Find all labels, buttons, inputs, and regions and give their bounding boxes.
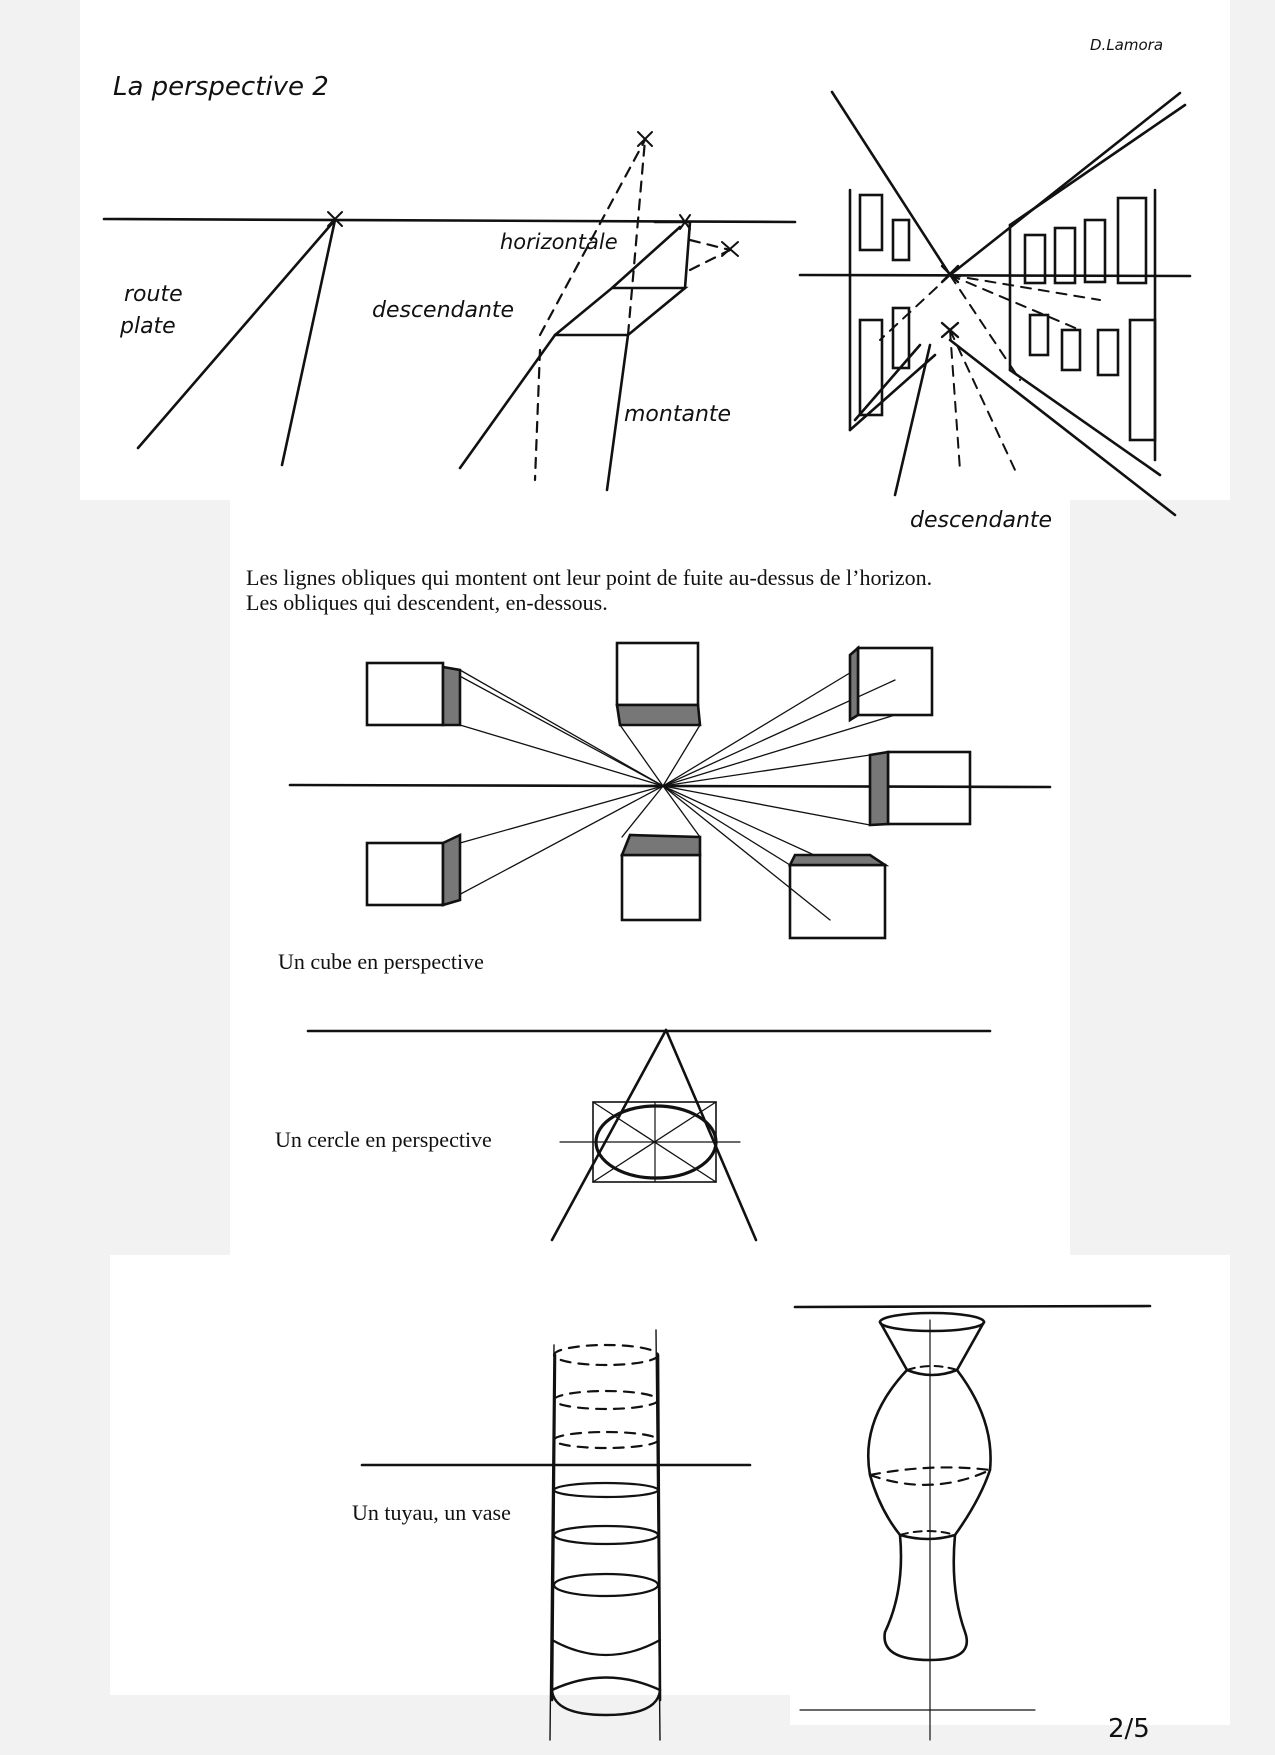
cube-label: Un cube en perspective <box>278 949 484 974</box>
label-descendante-left: descendante <box>372 298 515 323</box>
circle-label: Un cercle en perspective <box>275 1127 492 1152</box>
tube-label: Un tuyau, un vase <box>352 1500 511 1525</box>
author-name: D.Lamora <box>1090 36 1164 54</box>
vase-diagram <box>795 1306 1150 1740</box>
caption-line-2: Les obliques qui descendent, en-dessous. <box>246 590 608 615</box>
label-plate: plate <box>120 314 176 339</box>
page-number: 2/5 <box>1108 1714 1150 1744</box>
street-sketch <box>800 92 1190 515</box>
page-title: La perspective 2 <box>113 72 329 102</box>
label-horizontale: horizontale <box>500 230 618 254</box>
circle-diagram <box>308 1030 990 1240</box>
label-route: route <box>124 282 183 307</box>
caption-line-1: Les lignes obliques qui montent ont leur point de fuite au-dessus de l’horizon. <box>246 565 933 590</box>
tube-diagram <box>362 1330 750 1740</box>
label-montante: montante <box>624 402 732 427</box>
road-sketch <box>104 132 795 490</box>
cube-diagram <box>290 643 1050 938</box>
label-descendante-street: descendante <box>910 508 1053 533</box>
